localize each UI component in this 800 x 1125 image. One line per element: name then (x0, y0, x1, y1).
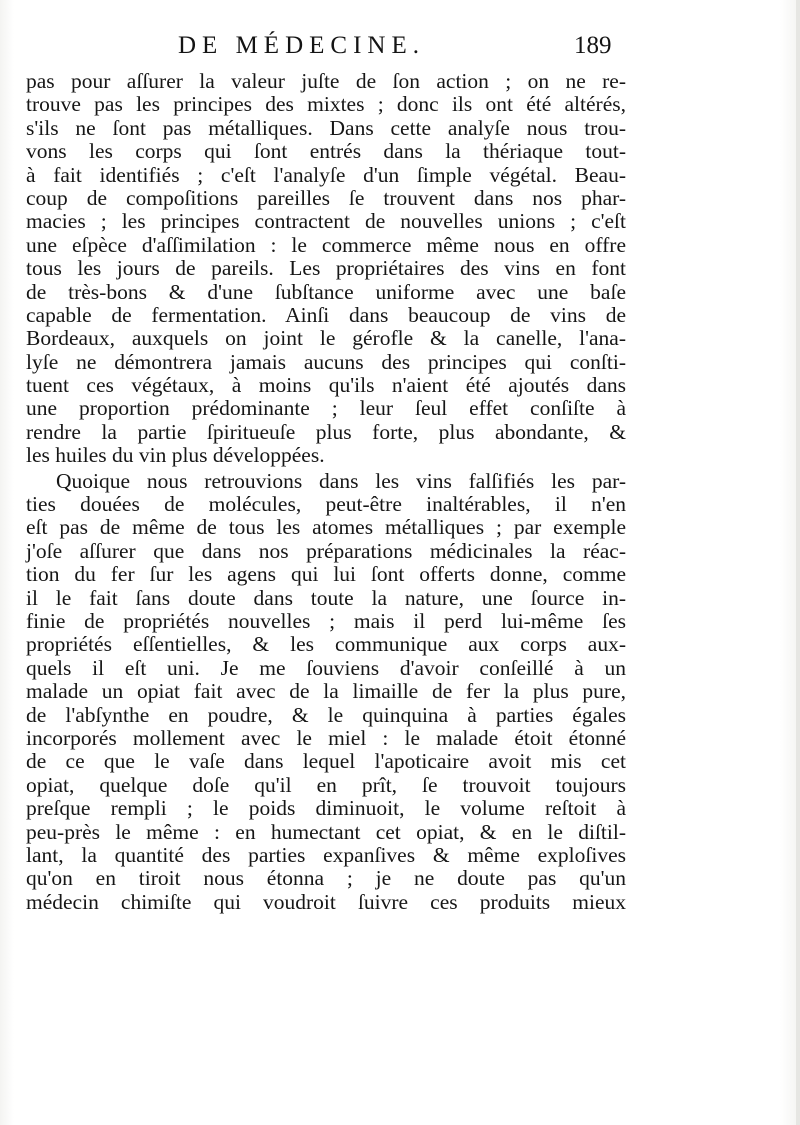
text-line: j'oſe aſſurer que dans nos préparations médicinales la réac- (26, 538, 626, 563)
text-line: de très-bons & d'une ſubſtance uniforme avec une baſe (26, 279, 626, 304)
text-line: rendre la partie ſpiritueuſe plus forte, plus abondante, & (26, 419, 626, 444)
text-line: capable de fermentation. Ainſi dans beaucoup de vins de (26, 302, 626, 327)
text-line: macies ; les principes contractent de nouvelles unions ; c'eſt (26, 209, 626, 234)
text-line: tous les jours de pareils. Les propriétaires des vins en font (26, 256, 626, 281)
text-line: quels il eſt uni. Je me ſouviens d'avoir conſeillé à un (26, 655, 626, 680)
paragraph-1 (26, 70, 626, 468)
text-line: preſque rempli ; le poids diminuoit, le volume reſtoit à (26, 796, 626, 821)
text-line: eſt pas de même de tous les atomes métalliques ; par exemple (26, 515, 626, 540)
text-line: une proportion prédominante ; leur ſeul effet conſiſte à (26, 396, 626, 421)
text-line: il le fait ſans doute dans toute la nature, une ſource in- (26, 585, 626, 610)
page-number: 189 (574, 32, 612, 59)
text-line: trouve pas les principes des mixtes ; donc ils ont été altérés, (26, 92, 626, 117)
running-title: DE MÉDECINE. (178, 32, 425, 59)
text-line: lyſe ne démontrera jamais aucuns des principes qui conſti- (26, 349, 626, 374)
text-line: tuent ces végétaux, à moins qu'ils n'aient été ajoutés dans (26, 373, 626, 398)
text-line: pas pour aſſurer la valeur juſte de ſon action ; on ne re- (26, 69, 626, 93)
text-line: qu'on en tiroit nous étonna ; je ne doute pas qu'un (26, 866, 626, 891)
text-line: incorporés mollement avec le miel : le malade étoit étonné (26, 725, 626, 750)
text-line: peu-près le même : en humectant cet opiat, & en le diſtil- (26, 819, 626, 844)
text-line: de ce que le vaſe dans lequel l'apoticaire avoit mis cet (26, 749, 626, 774)
text-line: à fait identifiés ; c'eſt l'analyſe d'un ſimple végétal. Beau- (26, 162, 626, 187)
text-line: malade un opiat fait avec de la limaille de fer la plus pure, (26, 679, 626, 704)
text-line: les huiles du vin plus développées. (26, 443, 325, 468)
text-line: ties douées de molécules, peut-être inaltérables, il n'en (26, 492, 626, 517)
text-line: opiat, quelque doſe qu'il en prît, ſe trouvoit toujours (26, 772, 626, 797)
text-line: de l'abſynthe en poudre, & le quinquina à parties égales (26, 702, 626, 727)
text-line: une eſpèce d'aſſimilation : le commerce même nous en offre (26, 232, 626, 257)
text-line: vons les corps qui ſont entrés dans la thériaque tout- (26, 139, 626, 164)
text-line: Quoique nous retrouvions dans les vins falſifiés les par- (56, 468, 626, 493)
body-text (26, 70, 626, 914)
text-line: finie de propriétés nouvelles ; mais il perd lui-même ſes (26, 608, 626, 633)
text-line: s'ils ne ſont pas métalliques. Dans cette analyſe nous trou- (26, 115, 626, 140)
text-line: lant, la quantité des parties expanſives & même exploſives (26, 842, 626, 867)
running-head (0, 32, 800, 72)
text-line: tion du fer ſur les agens qui lui ſont offerts donne, comme (26, 562, 626, 587)
text-line: médecin chimiſte qui voudroit ſuivre ces produits mieux (26, 889, 626, 914)
text-line: coup de compoſitions pareilles ſe trouvent dans nos phar- (26, 185, 626, 210)
text-line: propriétés eſſentielles, & les communique aux corps aux- (26, 632, 626, 657)
paragraph-2 (26, 470, 626, 914)
text-line: Bordeaux, auxquels on joint le gérofle & la canelle, l'ana- (26, 326, 626, 351)
page-edge-shadow (796, 0, 800, 1125)
